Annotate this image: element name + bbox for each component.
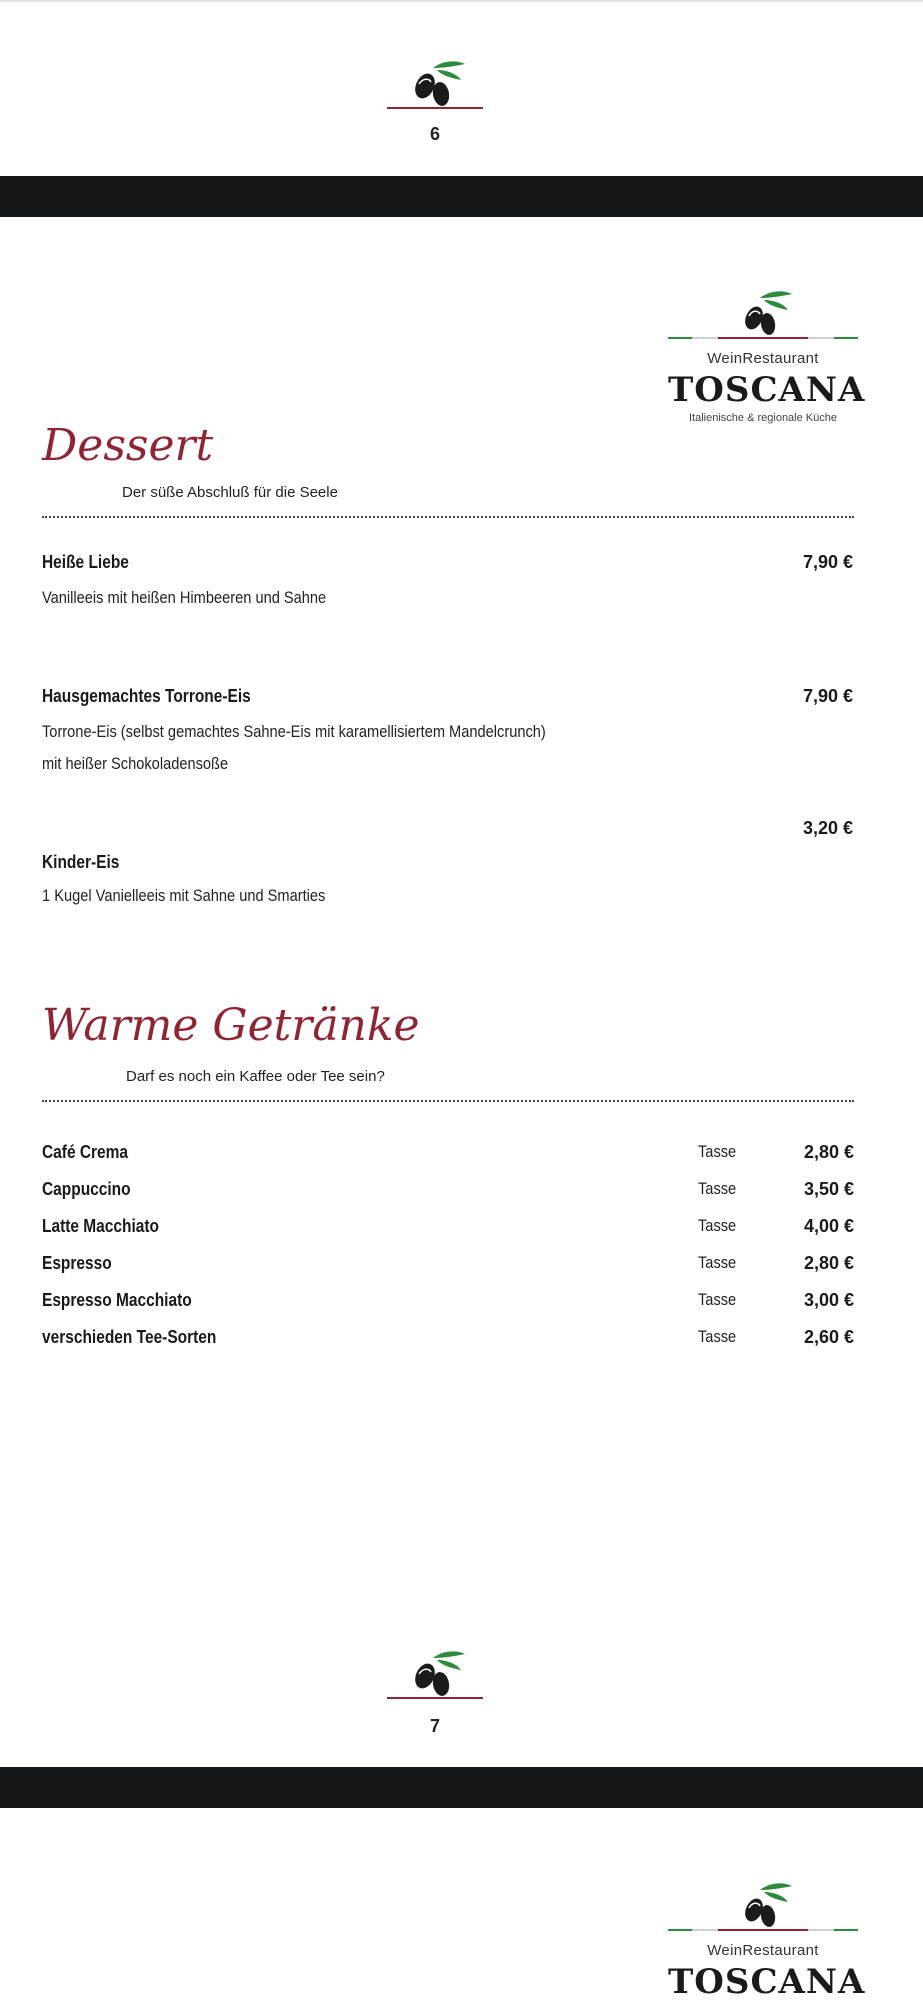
dessert-item-price: 3,20 € <box>802 818 853 838</box>
list-item <box>42 1327 854 1357</box>
drink-price: 3,00 € <box>803 1290 854 1310</box>
dessert-item-name: Kinder-Eis <box>42 852 120 872</box>
logo-name: TOSCANA <box>668 370 866 410</box>
list-item <box>42 1290 854 1320</box>
dessert-title: Dessert <box>42 420 214 471</box>
drink-name: Café Crema <box>42 1142 129 1162</box>
drink-unit: Tasse <box>698 1179 737 1198</box>
dessert-item-price: 7,90 € <box>802 686 853 706</box>
page-divider-band <box>0 176 923 217</box>
drinks-subtitle: Darf es noch ein Kaffee oder Tee sein? <box>126 1068 385 1085</box>
dessert-item-name: Heiße Liebe <box>42 552 129 572</box>
dessert-item-desc: Torrone-Eis (selbst gemachtes Sahne-Eis mit karamellisiertem Mandelcrunch) mit heißer Schokoladensoße <box>42 722 546 773</box>
drink-unit: Tasse <box>698 1216 737 1235</box>
olive-branch-icon <box>385 1646 485 1706</box>
dessert-item-desc: Vanilleeis mit heißen Himbeeren und Sahne <box>42 588 327 607</box>
drink-price: 2,80 € <box>803 1253 854 1273</box>
drink-name: Espresso Macchiato <box>42 1290 192 1310</box>
drink-name: Cappuccino <box>42 1179 131 1199</box>
drinks-divider <box>42 1100 854 1102</box>
page-top-line <box>0 0 923 2</box>
drink-price: 2,80 € <box>803 1142 854 1162</box>
page-number-top: 6 <box>429 124 440 144</box>
logo-name: TOSCANA <box>668 1962 866 2002</box>
page-number-bottom: 7 <box>429 1716 440 1736</box>
drink-unit: Tasse <box>698 1253 737 1272</box>
dessert-item-name: Hausgemachtes Torrone-Eis <box>42 686 251 706</box>
drinks-title: Warme Getränke <box>42 1000 420 1051</box>
dessert-subtitle: Der süße Abschluß für die Seele <box>122 484 338 501</box>
list-item <box>42 1142 854 1172</box>
list-item <box>42 1253 854 1283</box>
logo-subtitle: WeinRestaurant <box>707 1942 819 1959</box>
drink-price: 4,00 € <box>803 1216 854 1236</box>
dessert-divider <box>42 516 854 518</box>
drink-unit: Tasse <box>698 1327 737 1346</box>
dessert-item-desc: 1 Kugel Vanielleeis mit Sahne und Smarties <box>42 886 326 905</box>
drink-name: Espresso <box>42 1253 112 1273</box>
dessert-item-price: 7,90 € <box>802 552 853 572</box>
drink-name: Latte Macchiato <box>42 1216 159 1236</box>
drink-price: 2,60 € <box>803 1327 854 1347</box>
logo-subtitle: WeinRestaurant <box>707 350 819 367</box>
restaurant-logo <box>668 1880 866 2002</box>
list-item <box>42 1216 854 1246</box>
olive-branch-icon <box>668 1880 858 1936</box>
drink-price: 3,50 € <box>803 1179 854 1199</box>
drink-name: verschieden Tee-Sorten <box>42 1327 217 1347</box>
page-divider-band <box>0 1767 923 1808</box>
list-item <box>42 1179 854 1209</box>
olive-branch-icon <box>668 288 858 344</box>
restaurant-logo <box>668 288 866 424</box>
drink-unit: Tasse <box>698 1290 737 1309</box>
drink-unit: Tasse <box>698 1142 737 1161</box>
logo-tagline: Italienische & regionale Küche <box>689 412 837 424</box>
olive-branch-icon <box>385 56 485 116</box>
